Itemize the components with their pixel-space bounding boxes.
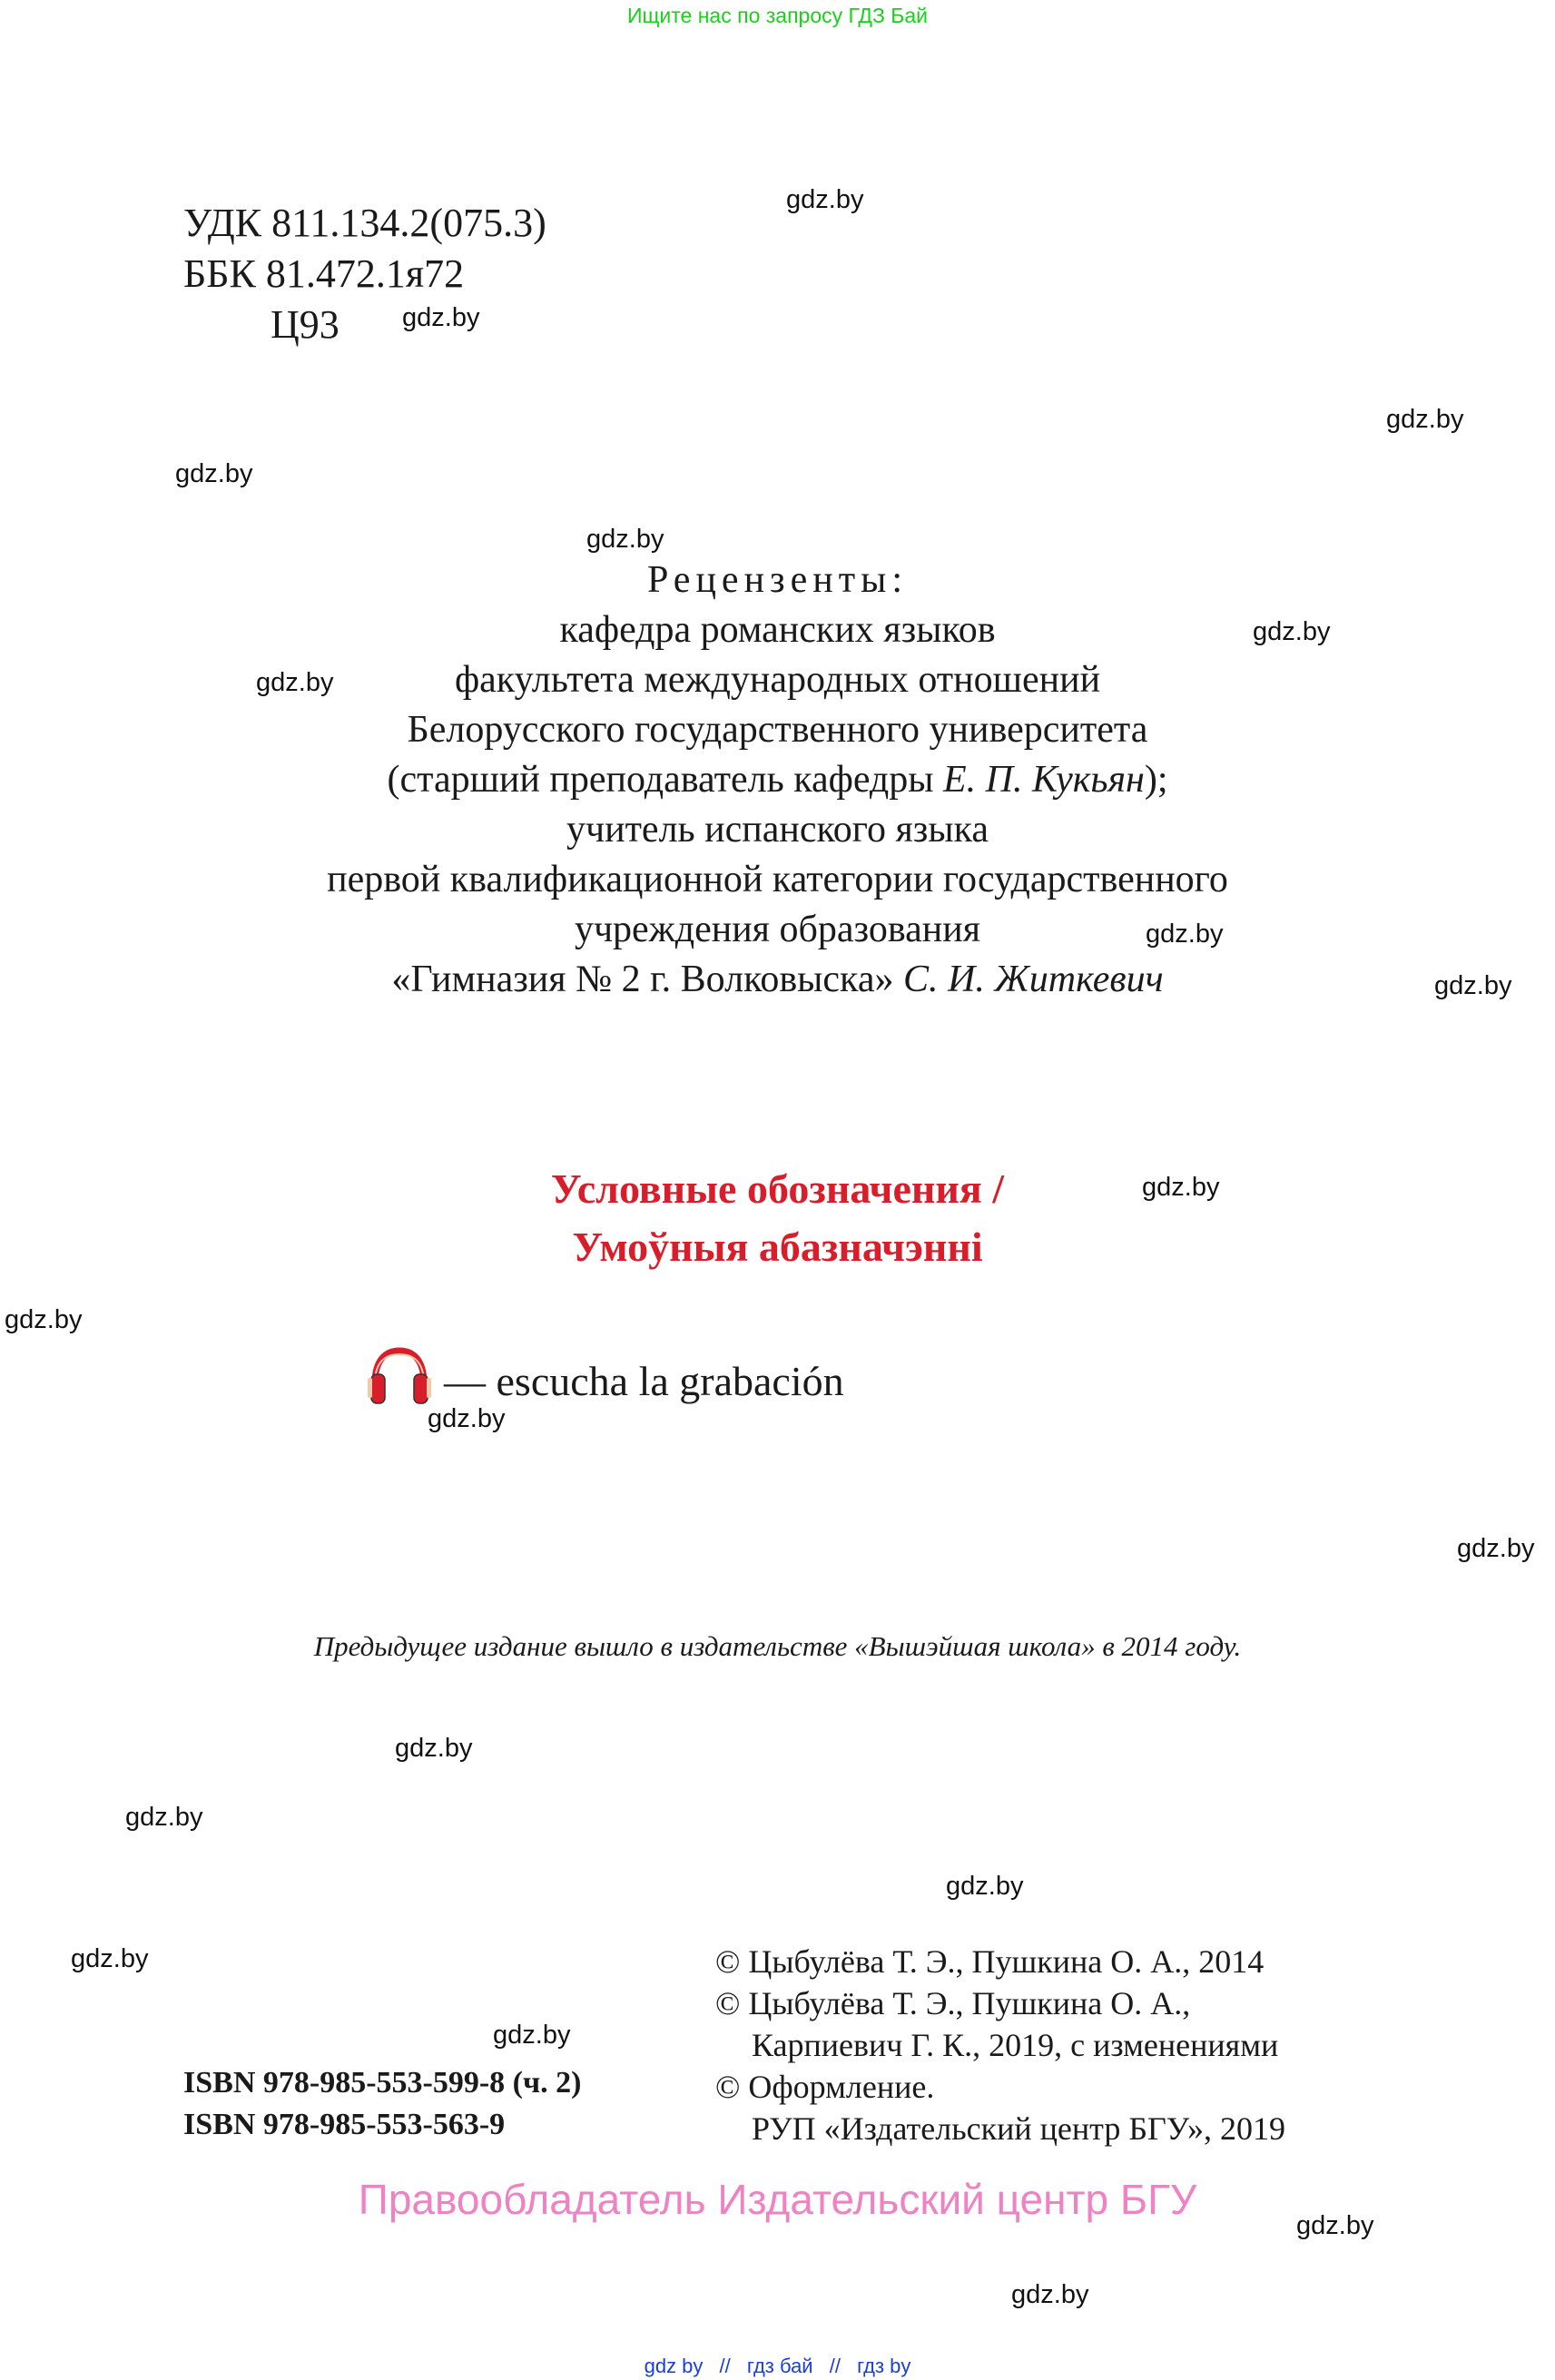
reviewer-line-text: «Гимназия № 2 г. Волковыска»: [391, 959, 903, 1000]
footer-separator: //: [829, 2355, 841, 2377]
watermark: gdz.by: [1386, 405, 1464, 434]
legend-title-by: Умоўныя абазначэнні: [572, 1224, 983, 1270]
rights-holder: Правообладатель Издательский центр БГУ: [358, 2176, 1197, 2223]
reviewers-title: Рецензенты:: [647, 559, 908, 601]
legend-title: [0, 1160, 1555, 1276]
footer-link-gdz-by[interactable]: gdz by: [644, 2355, 704, 2377]
reviewer-line: факультета международных отношений: [454, 659, 1101, 701]
watermark: gdz.by: [125, 1803, 203, 1832]
reviewer-line: [0, 955, 1555, 1005]
watermark: gdz.by: [1146, 920, 1224, 949]
watermark: gdz.by: [428, 1404, 506, 1433]
watermark: gdz.by: [395, 1734, 473, 1763]
footer-separator: //: [719, 2355, 731, 2377]
footer-links: [0, 2355, 1555, 2378]
watermark: gdz.by: [256, 668, 334, 697]
copyright-line: Карпиевич Г. К., 2019, с изменениями: [752, 2027, 1279, 2063]
isbn-part: ISBN 978-985-553-599-8 (ч. 2): [183, 2066, 582, 2100]
reviewer-line: первой квалификационной категории государственного: [327, 859, 1228, 900]
isbn-block: [183, 2062, 581, 2146]
watermark: gdz.by: [1296, 2211, 1374, 2240]
udk-code: УДК 811.134.2(075.3): [183, 201, 546, 245]
copyright-block: [715, 1941, 1285, 2149]
footer-link-gdz-bai[interactable]: гдз бай: [746, 2355, 813, 2377]
previous-edition-note: Предыдущее издание вышло в издательстве «Вышэйшая школа» в 2014 году.: [313, 1630, 1242, 1662]
legend-item-text: — escucha la grabación: [444, 1358, 844, 1404]
reviewer-line: учреждения образования: [574, 909, 981, 950]
reviewer-line: Белорусского государственного университета: [407, 709, 1148, 751]
legend-title-ru: Условные обозначения /: [550, 1165, 1005, 1212]
watermark: gdz.by: [402, 303, 480, 332]
author-mark: Ц93: [271, 302, 340, 347]
reviewer-line-text: );: [1144, 759, 1168, 801]
watermark: gdz.by: [493, 2021, 571, 2050]
copyright-line: © Оформление.: [715, 2069, 935, 2105]
top-banner[interactable]: Ищите нас по запросу ГДЗ Бай: [626, 4, 929, 27]
headphones-icon: [368, 1347, 431, 1415]
reviewer-line: учитель испанского языка: [566, 809, 989, 851]
watermark: gdz.by: [586, 525, 664, 554]
isbn-set: ISBN 978-985-553-563-9: [183, 2108, 506, 2141]
copyright-line: © Цыбулёва Т. Э., Пушкина О. А., 2014: [715, 1943, 1265, 1980]
reviewer-name: Е. П. Кукьян: [943, 759, 1145, 801]
watermark: gdz.by: [1457, 1534, 1535, 1563]
watermark: gdz.by: [1253, 617, 1331, 646]
footer-link-gdz-by-cyr[interactable]: гдз by: [857, 2355, 911, 2377]
watermark: gdz.by: [1142, 1173, 1220, 1202]
reviewer-line: [0, 755, 1555, 805]
watermark: gdz.by: [1011, 2280, 1089, 2309]
reviewer-line: кафедра романских языков: [559, 609, 996, 651]
watermark: gdz.by: [71, 1944, 149, 1973]
copyright-line: © Цыбулёва Т. Э., Пушкина О. А.,: [715, 1985, 1191, 2021]
watermark: gdz.by: [5, 1305, 83, 1334]
watermark: gdz.by: [946, 1872, 1024, 1901]
reviewer-line-text: (старший преподаватель кафедры: [387, 759, 944, 801]
copyright-line: РУП «Издательский центр БГУ», 2019: [752, 2110, 1286, 2147]
reviewer-name: С. И. Житкевич: [902, 959, 1164, 1000]
watermark: gdz.by: [1434, 971, 1512, 1000]
classification-codes: [183, 198, 546, 350]
watermark: gdz.by: [175, 459, 253, 488]
bbk-code: ББК 81.472.1я72: [183, 251, 465, 296]
watermark: gdz.by: [786, 185, 864, 214]
